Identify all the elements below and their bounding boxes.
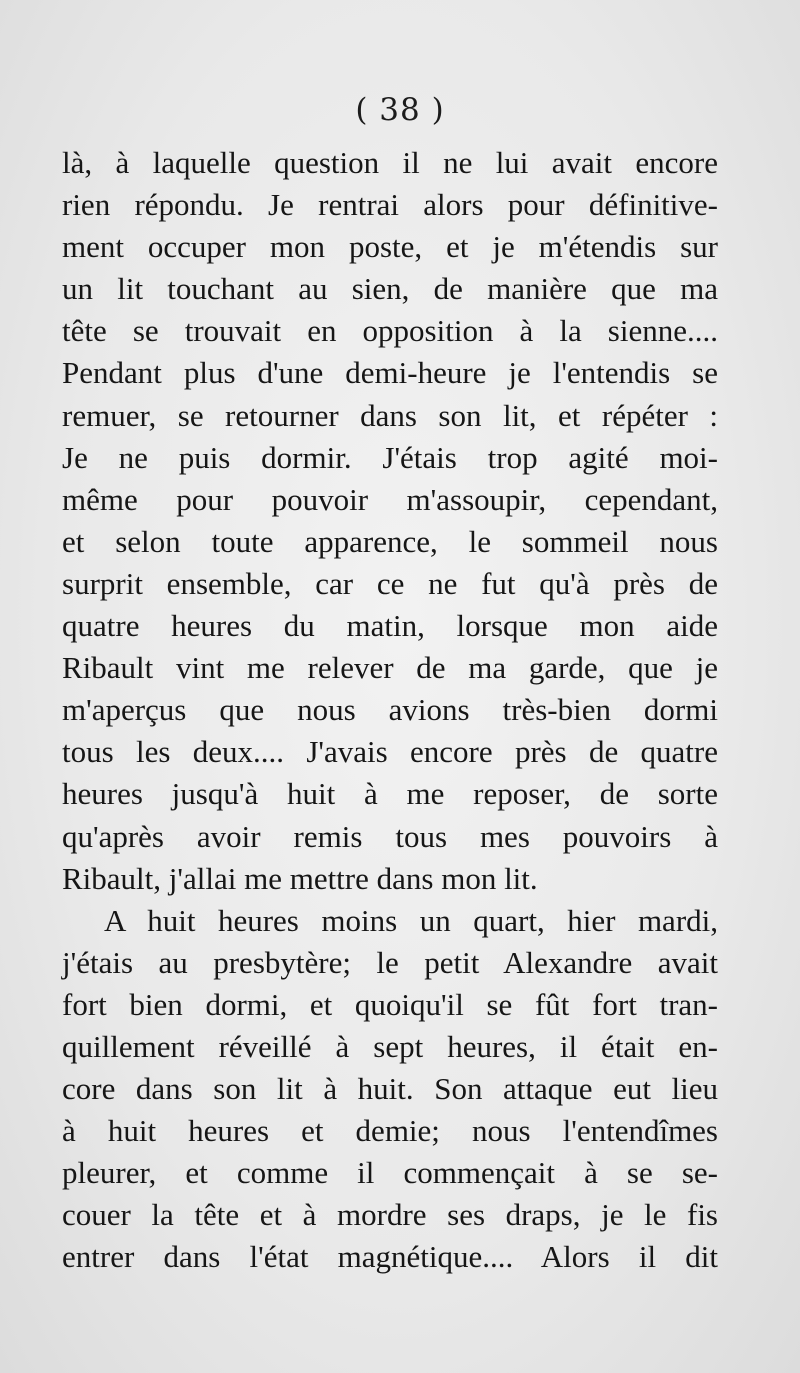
text-line: Je ne puis dormir. J'étais trop agité moi-	[62, 439, 718, 475]
text-line: entrer dans l'état magnétique.... Alors il dit	[62, 1239, 718, 1275]
text-line: Ribault, j'allai me mettre dans mon lit.	[62, 860, 538, 896]
text-line: couer la tête et à mordre ses draps, je le fis	[62, 1197, 718, 1233]
text-line: Ribault vint me relever de ma garde, que je	[62, 650, 718, 686]
text-line: à huit heures et demie; nous l'entendîmes	[62, 1113, 718, 1149]
text-line: rien répondu. Je rentrai alors pour définitive-	[62, 187, 718, 223]
text-line: tête se trouvait en opposition à la sienne....	[62, 313, 718, 349]
text-line: core dans son lit à huit. Son attaque eut lieu	[62, 1071, 718, 1107]
text-line: quillement réveillé à sept heures, il était en-	[62, 1028, 718, 1064]
text-line: ment occuper mon poste, et je m'étendis sur	[62, 229, 718, 265]
text-line: pleurer, et comme il commençait à se se-	[62, 1155, 718, 1191]
text-line: tous les deux.... J'avais encore près de quatre	[62, 734, 718, 770]
text-line: là, à laquelle question il ne lui avait encore	[62, 145, 718, 180]
page-body-text	[62, 142, 718, 1279]
text-line: fort bien dormi, et quoiqu'il se fût fort tran-	[62, 986, 718, 1022]
text-line: surprit ensemble, car ce ne fut qu'à près de	[62, 565, 718, 601]
text-line: Pendant plus d'une demi-heure je l'entendis se	[62, 355, 718, 391]
text-line: j'étais au presbytère; le petit Alexandre avait	[62, 944, 718, 980]
text-line: remuer, se retourner dans son lit, et répéter :	[62, 397, 718, 433]
text-line: A huit heures moins un quart, hier mardi,	[104, 902, 718, 938]
text-line: heures jusqu'à huit à me reposer, de sorte	[62, 776, 718, 812]
text-line: même pour pouvoir m'assoupir, cependant,	[62, 481, 718, 517]
text-line: m'aperçus que nous avions très-bien dormi	[62, 692, 718, 728]
text-line: un lit touchant au sien, de manière que ma	[62, 271, 718, 307]
text-line: quatre heures du matin, lorsque mon aide	[62, 608, 718, 644]
text-line: et selon toute apparence, le sommeil nous	[62, 523, 718, 559]
page-number: ( 38 )	[355, 92, 445, 128]
text-line: qu'après avoir remis tous mes pouvoirs à	[62, 818, 718, 854]
